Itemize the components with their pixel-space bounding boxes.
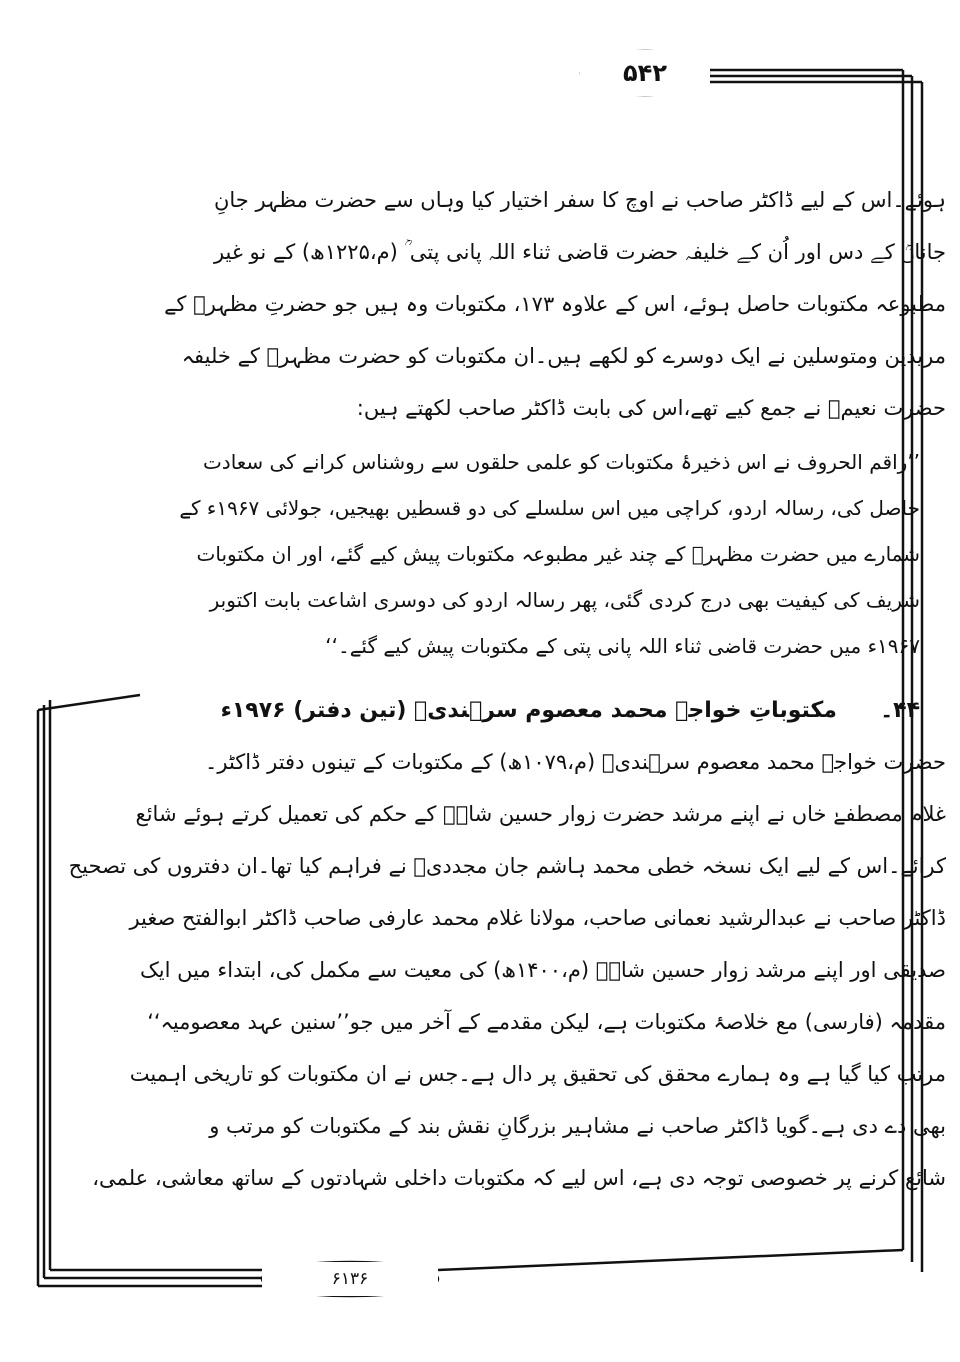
paragraph-2-line: کرائے۔اس کے لیے ایک نسخہ خطی محمد ہاشم جان مجددیؒ نے فراہم کیا تھا۔ان دفتروں کی تصحیح <box>68 854 946 878</box>
paragraph-1-line: مریدین ومتوسلین نے ایک دوسرے کو لکھے ہیں۔ان مکتوبات کو حضرت مظہرؒ کے خلیفہ <box>181 344 946 368</box>
quote-line: شریف کی کیفیت بھی درج کردی گئی، پھر رسالہ اردو کی دوسری اشاعت بابت اکتوبر <box>209 588 920 612</box>
footer-number: ۶۱۳۶ <box>262 1262 438 1296</box>
paragraph-1-line: حضرت نعیمؒ نے جمع کیے تھے،اس کی بابت ڈاکٹر صاحب لکھتے ہیں: <box>356 396 946 420</box>
section-heading <box>220 698 920 730</box>
quote-line: ’’راقم الحروف نے اس ذخیرۂ مکتوبات کو علمی حلقوں سے روشناس کرانے کی سعادت <box>202 450 920 474</box>
paragraph-1 <box>150 188 946 440</box>
quote-line: شمارے میں حضرت مظہرؒ کے چند غیر مطبوعہ مکتوبات پیش کیے گئے، اور ان مکتوبات <box>196 542 920 566</box>
paragraph-1-line: ہوئے۔اس کے لیے ڈاکٹر صاحب نے اوچ کا سفر اختیار کیا وہاں سے حضرت مظہر جانِ <box>213 188 946 212</box>
section-title: مکتوباتِ خواجہ محمد معصوم سرہندیؒ (تین دفتر) ۱۹۷۶ء <box>220 698 837 723</box>
paragraph-2 <box>68 750 946 1230</box>
paragraph-2-line: شائع کرنے پر خصوصی توجہ دی ہے، اس لیے کہ مکتوبات داخلی شہادتوں کے ساتھ معاشی، علمی، <box>92 1166 946 1190</box>
section-number: ۴۴۔ <box>880 698 920 723</box>
paragraph-2-line: بھی دے دی ہے۔گویا ڈاکٹر صاحب نے مشاہیر بزرگانِ نقش بند کے مکتوبات کو مرتب و <box>209 1114 946 1138</box>
paragraph-2-line: حضرت خواجہ محمد معصوم سرہندیؒ (م،۱۰۷۹ھ) کے مکتوبات کے تینوں دفتر ڈاکٹر۔ <box>205 750 946 774</box>
paragraph-1-line: جاناںؒ کے دس اور اُن کے خلیفہ حضرت قاضی ثناء اللہ پانی پتی ؒ (م،۱۲۲۵ھ) کے نو غیر <box>213 240 946 264</box>
paragraph-2-line: صدیقی اور اپنے مرشد زوار حسین شاہؒ (م،۱۴۰۰ھ) کی معیت سے مکمل کی، ابتداء میں ایک <box>139 958 946 982</box>
paragraph-2-line: مقدمہ (فارسی) مع خلاصۂ مکتوبات ہے، لیکن مقدمے کے آخر میں جو’’سنین عہد معصومیہ‘‘ <box>147 1010 946 1034</box>
paragraph-2-line: ڈاکٹر صاحب نے عبدالرشید نعمانی صاحب، مولانا غلام محمد عارفی صاحب ڈاکٹر ابوالفتح صغیر <box>129 906 946 930</box>
block-quote <box>179 450 920 680</box>
paragraph-2-line: غلام مصطفےٰ خاں نے اپنے مرشد حضرت زوار حسین شاہؒ کے حکم کی تعمیل کرتے ہوئے شائع <box>135 802 946 826</box>
quote-line: حاصل کی، رسالہ اردو، کراچی میں اس سلسلے کی دو قسطیں بھیجیں، جولائی ۱۹۶۷ء کے <box>179 496 920 520</box>
quote-line: ۱۹۶۷ء میں حضرت قاضی ثناء اللہ پانی پتی کے مکتوبات پیش کیے گئے۔‘‘ <box>325 634 920 658</box>
paragraph-2-line: مرتب کیا گیا ہے وہ ہمارے محقق کی تحقیق پر دال ہے۔جس نے ان مکتوبات کو تاریخی اہمیت <box>129 1062 946 1086</box>
page-number: ۵۴۲ <box>580 50 710 96</box>
paragraph-1-line: مطبوعہ مکتوبات حاصل ہوئے، اس کے علاوہ ۱۷۳، مکتوبات وہ ہیں جو حضرتِ مظہرؒ کے <box>164 292 946 316</box>
